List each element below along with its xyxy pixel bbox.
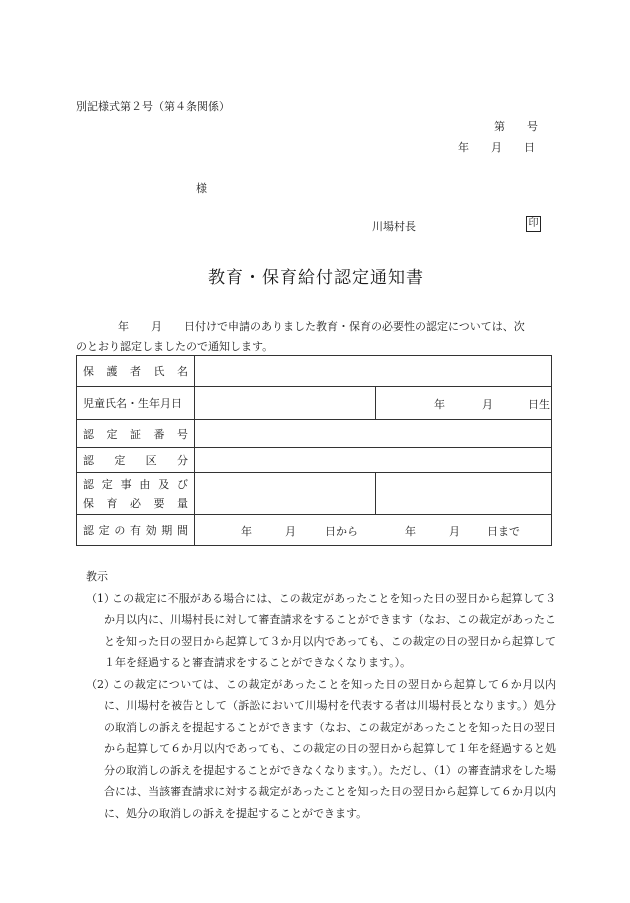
guardian-label: 保 護 者 氏 名 [77,356,195,387]
instructions-heading: 教示 [86,570,108,583]
category-value [195,448,552,473]
validity-value: 年 月 日から 年 月 日まで [195,515,552,546]
instruction-item-1 [86,588,556,674]
instruction-number: （2） [86,677,115,691]
instruction-item-2 [86,674,556,825]
instruction-text: この裁定については、この裁定があったことを知った日の翌日から起算して６か月以内に、川場村を被告として（訴訟において川場村を代表する者は川場村長となります。）処分の取消しの訴えを提起することができます（なお、この裁定があったことを知った日の翌日から起算して６か月以内であっても、この裁定の日の翌日から起算して１年を経過すると処分の取消しの訴えを提起することができなくなります。）。ただし、（1）の審査請求をした場合には、当該審査請求に対する裁定があったことを知った日の翌日から起算して６か月以内に、処分の取消しの訴えを提起することができます。 [104,677,556,820]
instruction-number: （1） [86,591,115,605]
addressee-honorific: 様 [196,182,207,195]
seal-mark: 印 [526,216,541,232]
cert-number-value [195,420,552,448]
category-row [77,448,552,473]
guardian-row [77,356,552,387]
guardian-value [195,356,552,387]
intro-line-1: 年 月 日付けで申請のありました教育・保育の必要性の認定については、次 [118,320,525,333]
form-number: 別記様式第２号（第４条関係） [76,100,230,113]
reason-value [195,473,376,515]
issuer-name: 川場村長 [372,220,416,233]
child-label: 児童氏名・生年月日 [77,387,195,420]
issue-date: 年 月 日 [458,141,535,154]
certification-table [76,355,552,546]
document-number: 第 号 [494,120,538,133]
instructions-section [86,566,556,824]
child-row [77,387,552,420]
child-birthdate-value: 年 月 日生 [376,387,552,420]
cert-number-label: 認 定 証 番 号 [77,420,195,448]
category-label: 認 定 区 分 [77,448,195,473]
reason-label: 認 定 事 由 及 び 保 育 必 要 量 [77,473,195,515]
reason-row [77,473,552,515]
intro-line-2: のとおり認定しましたので通知します。 [76,340,274,353]
validity-row [77,515,552,546]
validity-label: 認 定 の 有 効 期 間 [77,515,195,546]
care-amount-value [376,473,552,515]
child-name-value [195,387,376,420]
document-title: 教育・保育給付認定通知書 [208,268,424,288]
instruction-text: この裁定に不服がある場合には、この裁定があったことを知った日の翌日から起算して３か月以内に、川場村長に対して審査請求をすることができます（なお、この裁定があったことを知った日の翌日から起算して３か月以内であっても、この裁定の日の翌日から起算して１年を経過すると審査請求をすることができなくなります。）。 [104,591,556,669]
cert-number-row [77,420,552,448]
